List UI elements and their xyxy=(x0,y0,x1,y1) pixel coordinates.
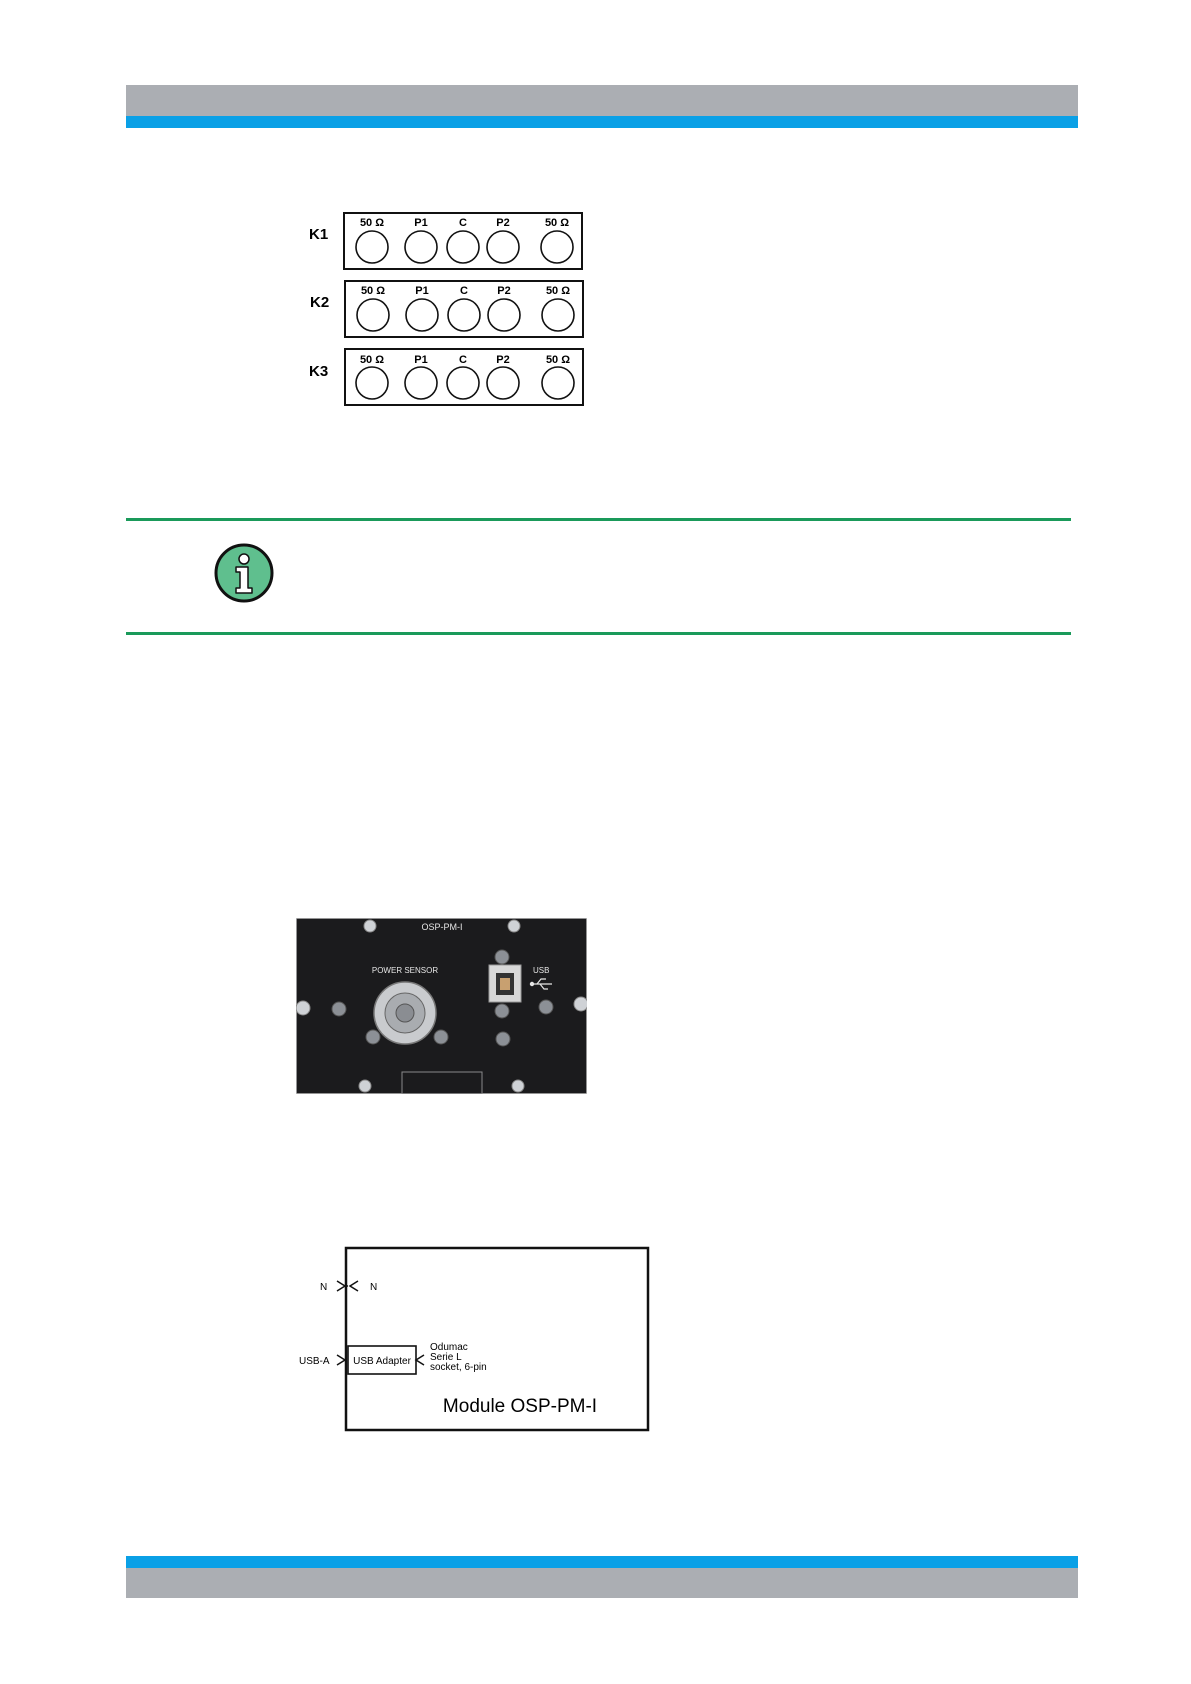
port-connector xyxy=(488,299,520,331)
power-sensor-connector xyxy=(374,982,436,1044)
connector-symbol xyxy=(337,1281,345,1291)
port-label: 50 Ω xyxy=(545,354,571,366)
connector-row-k1 xyxy=(309,213,582,269)
power-sensor-label: POWER SENSOR xyxy=(371,966,439,975)
n-inner-label: N xyxy=(370,1282,378,1293)
connector-symbol xyxy=(416,1355,424,1365)
port-connector xyxy=(487,367,519,399)
module-osp-pm-i-photo xyxy=(296,918,587,1094)
photo-title: OSP-PM-I xyxy=(421,922,463,932)
port-connector xyxy=(447,231,479,263)
usb-b-port xyxy=(489,965,521,1002)
usb-a-label: USB-A xyxy=(299,1356,330,1367)
port-connector xyxy=(448,299,480,331)
note-top-rule xyxy=(126,518,1071,521)
port-connector xyxy=(542,367,574,399)
connector-symbol xyxy=(337,1355,345,1365)
port-label: P1 xyxy=(415,285,429,297)
connector-row-k2 xyxy=(310,281,583,337)
module-name: Module OSP-PM-I xyxy=(442,1396,598,1417)
port-connector xyxy=(542,299,574,331)
port-label: C xyxy=(460,285,468,297)
row-label: K3 xyxy=(309,363,329,380)
usb-label: USB xyxy=(533,966,550,975)
port-label: 50 Ω xyxy=(360,285,386,297)
port-connector xyxy=(447,367,479,399)
port-label: P2 xyxy=(496,217,510,229)
row-label: K1 xyxy=(309,226,329,243)
port-connector xyxy=(405,367,437,399)
port-label: C xyxy=(459,217,467,229)
port-connector xyxy=(405,231,437,263)
socket-label-3: socket, 6-pin xyxy=(430,1362,487,1373)
port-connector xyxy=(406,299,438,331)
row-label: K2 xyxy=(310,294,330,311)
port-connector xyxy=(541,231,573,263)
port-label: P1 xyxy=(414,217,428,229)
port-connector xyxy=(357,299,389,331)
header-gray-band xyxy=(126,85,1078,116)
port-label: P2 xyxy=(497,285,511,297)
header-blue-band xyxy=(126,116,1078,128)
connector-symbol xyxy=(350,1281,358,1291)
port-label: 50 Ω xyxy=(359,354,385,366)
port-connector xyxy=(356,367,388,399)
connector-panel-diagram xyxy=(300,205,600,420)
port-label: P1 xyxy=(414,354,428,366)
n-outer-label: N xyxy=(320,1282,328,1293)
footer-gray-band xyxy=(126,1568,1078,1598)
port-label: 50 Ω xyxy=(545,285,571,297)
note-bottom-rule xyxy=(126,632,1071,635)
info-icon xyxy=(213,542,275,604)
port-connector xyxy=(356,231,388,263)
usb-adapter-label: USB Adapter xyxy=(353,1356,411,1367)
socket-label-1: Odumac xyxy=(430,1342,468,1353)
module-block-diagram xyxy=(290,1240,660,1435)
footer-blue-band xyxy=(126,1556,1078,1568)
connector-row-k3 xyxy=(309,349,583,405)
port-connector xyxy=(487,231,519,263)
port-label: C xyxy=(459,354,467,366)
socket-label-2: Serie L xyxy=(430,1352,462,1363)
port-label: 50 Ω xyxy=(544,217,570,229)
port-label: P2 xyxy=(496,354,510,366)
port-label: 50 Ω xyxy=(359,217,385,229)
